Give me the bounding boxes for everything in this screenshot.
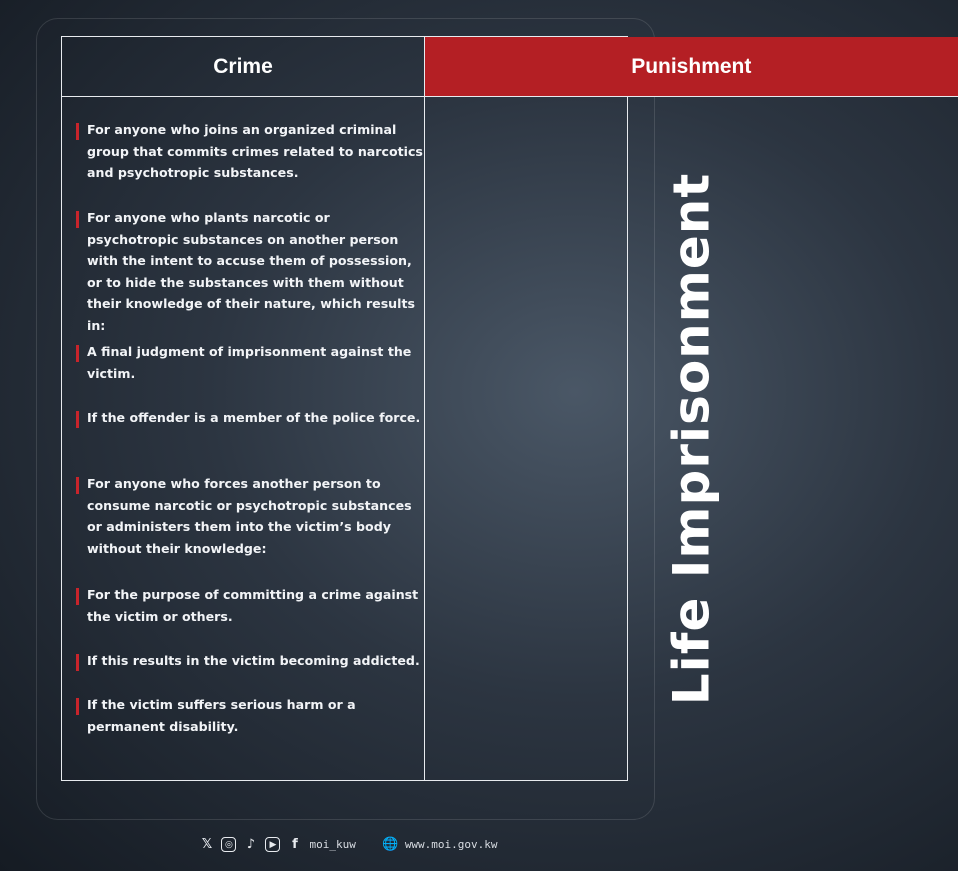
crime-item [76,473,423,559]
tiktok-icon[interactable]: ♪ [246,837,256,852]
crime-item [76,207,423,336]
punishment-header: Punishment [425,37,958,97]
crime-item [76,119,423,184]
red-marker [76,211,79,228]
crime-text: For anyone who plants narcotic or psychotropic substances on another person with the intent to accuse them of possession, or to hide the substances with them without their knowledge of their nature, which results in: [87,210,415,333]
crime-item [76,407,423,429]
crime-column [62,97,425,780]
punishment-column [425,97,958,780]
red-marker [76,123,79,140]
crime-text: If this results in the victim becoming addicted. [87,653,420,668]
red-marker [76,477,79,494]
crime-header: Crime [62,37,425,97]
red-marker [76,411,79,428]
facebook-icon[interactable]: f [292,837,298,852]
crime-punishment-table [61,36,752,781]
crime-text: For the purpose of committing a crime against the victim or others. [87,587,419,624]
social-handle[interactable]: moi_kuw [309,838,356,851]
crime-item [76,341,423,384]
crime-text: A final judgment of imprisonment against the victim. [87,344,412,381]
red-marker [76,345,79,362]
youtube-icon[interactable]: ▶ [265,837,280,852]
instagram-icon[interactable]: ◎ [221,837,236,852]
crime-item [76,584,423,627]
website-link[interactable]: www.moi.gov.kw [404,838,498,851]
globe-icon: 🌐 [382,837,399,852]
x-icon[interactable]: 𝕏 [201,837,213,852]
red-marker [76,654,79,671]
crime-text: If the victim suffers serious harm or a permanent disability. [87,697,356,734]
crime-text: For anyone who joins an organized criminal group that commits crimes related to narcotics and psychotropic substances. [87,122,423,180]
footer [0,836,696,853]
crime-item [76,650,423,672]
crime-text: If the offender is a member of the police force. [87,410,421,425]
punishment-text: Life Imprisonment [662,172,721,705]
crime-text: For anyone who forces another person to consume narcotic or psychotropic substances or administers them into the victim’s body without their knowledge: [87,476,412,556]
red-marker [76,698,79,715]
crime-item [76,694,423,737]
red-marker [76,588,79,605]
